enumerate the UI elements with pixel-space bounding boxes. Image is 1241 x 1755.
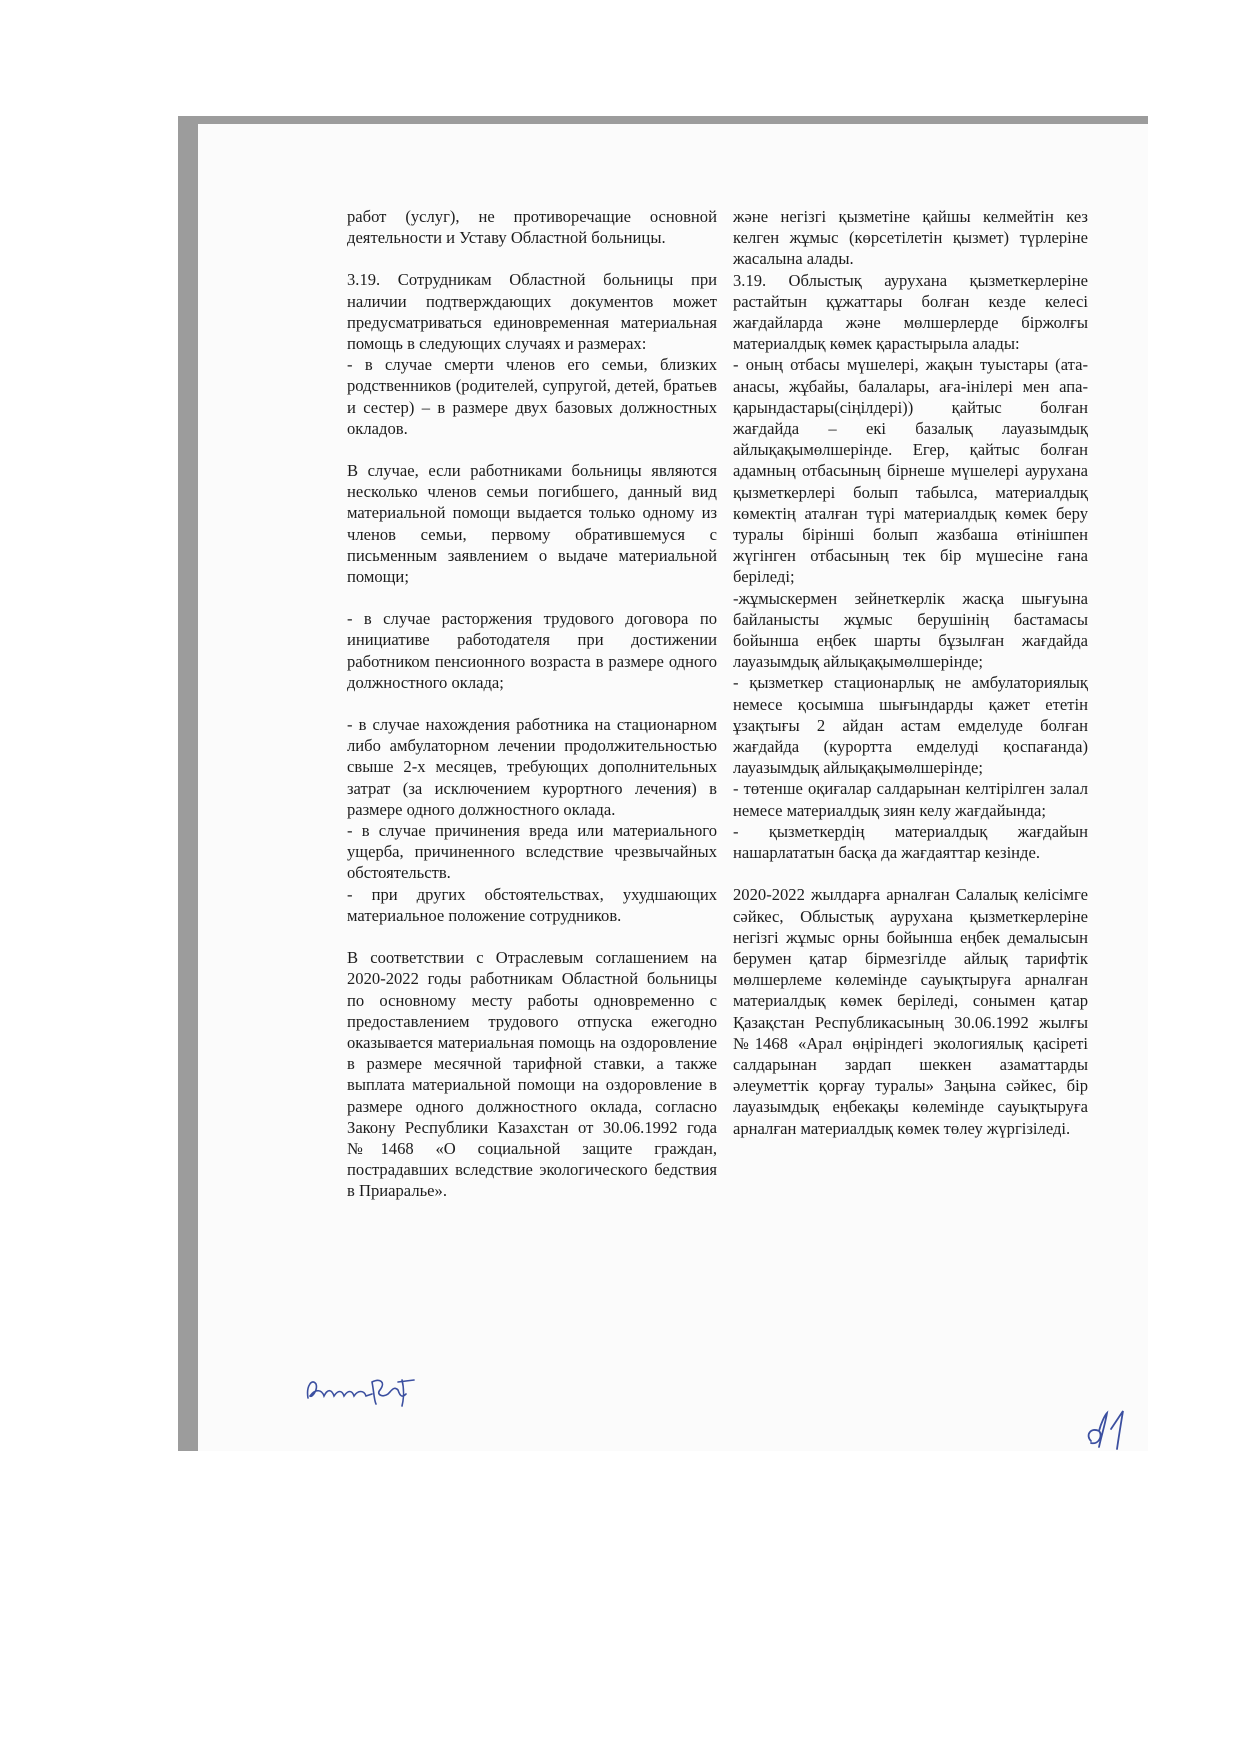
- paragraph-kz-other: - қызметкердің материалдық жағдайын нашарлататын басқа да жағдаяттар кезінде.: [733, 821, 1088, 863]
- paragraph-ru-death: - в случае смерти членов его семьи, близких родственников (родителей, супругой, детей, братьев и сестер) – в размере двух базовых должностных окладов.: [347, 355, 717, 438]
- handwritten-signature: [302, 1368, 432, 1408]
- paragraph-ru-3-19: 3.19. Сотрудникам Областной больницы при наличии подтверждающих документов может предусматриваться единовременная материальная помощь в следующих случаях и размерах:: [347, 270, 717, 354]
- paragraph-kz-intro: және негізгі қызметіне қайшы келмейтін кез келген жұмыс (көрсетілетін қызмет) түрлеріне жасалына алады.: [733, 207, 1088, 269]
- paragraph-kz-treatment: - қызметкер стационарлық не амбулаториялық немесе қосымша шығындарды қажет ететін ұзақтығы 2 айдан астам емделуде болған жағдайда (курортта емделуді қоспағанда) лауазымдық айлықақымөлшерінде;: [733, 673, 1088, 778]
- paragraph-ru-family: В случае, если работниками больницы являются несколько членов семьи погибшего, данный вид материальной помощи выдается только одному из членов семьи, первому обратившемуся с письменным заявлением о выдаче материальной помощи;: [347, 461, 717, 587]
- paragraph-kz-damage: - төтенше оқиғалар салдарынан келтірілген залал немесе материалдық зиян келу жағдайында;: [733, 779, 1088, 820]
- paragraph-kz-death: - оның отбасы мүшелері, жақын туыстары (ата-анасы, жұбайы, балалары, аға-інілері мен апа-қарындастары(сіңілдері)) қайтыс болған жағдайда – екі базалық лауазымдық айлықақымөлшерінде. Егер, қайтыс болған адамның отбасының бірнеше мүшелері аурухана қызметкерлері болып табылса, материалдық көмектің аталған түрі материалдық көмек беру туралы бірінші болып жазбаша өтінішпен жүгінген отбасының тек бір мүшесіне ғана беріледі;: [733, 355, 1088, 587]
- paragraph-ru-intro: работ (услуг), не противоречащие основной деятельности и Уставу Областной больницы.: [347, 207, 717, 248]
- russian-text-column: [347, 206, 717, 1202]
- kazakh-text-column: [733, 206, 1088, 1139]
- paragraph-kz-agreement: 2020-2022 жылдарға арналған Салалық келісімге сәйкес, Облыстық аурухана қызметкерлеріне негізгі жұмыс орны бойынша еңбек демалысын берумен қатар бірмезгілде айлық тарифтік мөлшерлеме көлемінде сауықтыруға арналған материалдық көмек беріледі, сонымен қатар Қазақстан Республикасының 30.06.1992 жылғы №1468 «Арал өңіріндегі экологиялық қасіреті салдарынан зардап шеккен азаматтарды әлеуметтік қорғау туралы» Заңына сәйкес, бір лауазымдық еңбекақы көлемінде сауықтыруға арналған материалдық көмек төлеу жүргізіледі.: [733, 885, 1088, 1138]
- handwritten-initials: [1083, 1405, 1131, 1453]
- paragraph-ru-termination: - в случае расторжения трудового договора по инициативе работодателя при достижении работником пенсионного возраста в размере одного должностного оклада;: [347, 609, 717, 692]
- paragraph-ru-agreement: В соответствии с Отраслевым соглашением на 2020-2022 годы работникам Областной больницы по основному месту работы одновременно с предоставлением трудового отпуска ежегодно оказывается материальная помощь на оздоровление в размере месячной тарифной ставки, а также выплата материальной помощи на оздоровление в размере одного должностного оклада, согласно Закону Республики Казахстан от 30.06.1992 года №1468 «О социальной защите граждан, пострадавших вследствие экологического бедствия в Приаралье».: [347, 948, 717, 1201]
- paragraph-ru-other: - при других обстоятельствах, ухудшающих материальное положение сотрудников.: [347, 884, 717, 925]
- paragraph-ru-treatment: - в случае нахождения работника на стационарном либо амбулаторном лечении продолжительностью свыше 2-х месяцев, требующих дополнительных затрат (за исключением курортного лечения) в размере одного должностного оклада.: [347, 715, 717, 819]
- paragraph-kz-termination: -жұмыскермен зейнеткерлік жасқа шығуына байланысты жұмыс берушінің бастамасы бойынша еңбек шарты бұзылған жағдайда лауазымдық айлықақымөлшерінде;: [733, 588, 1088, 672]
- paragraph-ru-damage: - в случае причинения вреда или материального ущерба, причиненного вследствие чрезвычайных обстоятельств.: [347, 821, 717, 883]
- paragraph-kz-3-19: 3.19. Облыстық аурухана қызметкерлеріне растайтын құжаттары болған кезде келесі жағдайларда және мөлшерлерде біржолғы материалдық көмек қарастырыла алады:: [733, 270, 1088, 354]
